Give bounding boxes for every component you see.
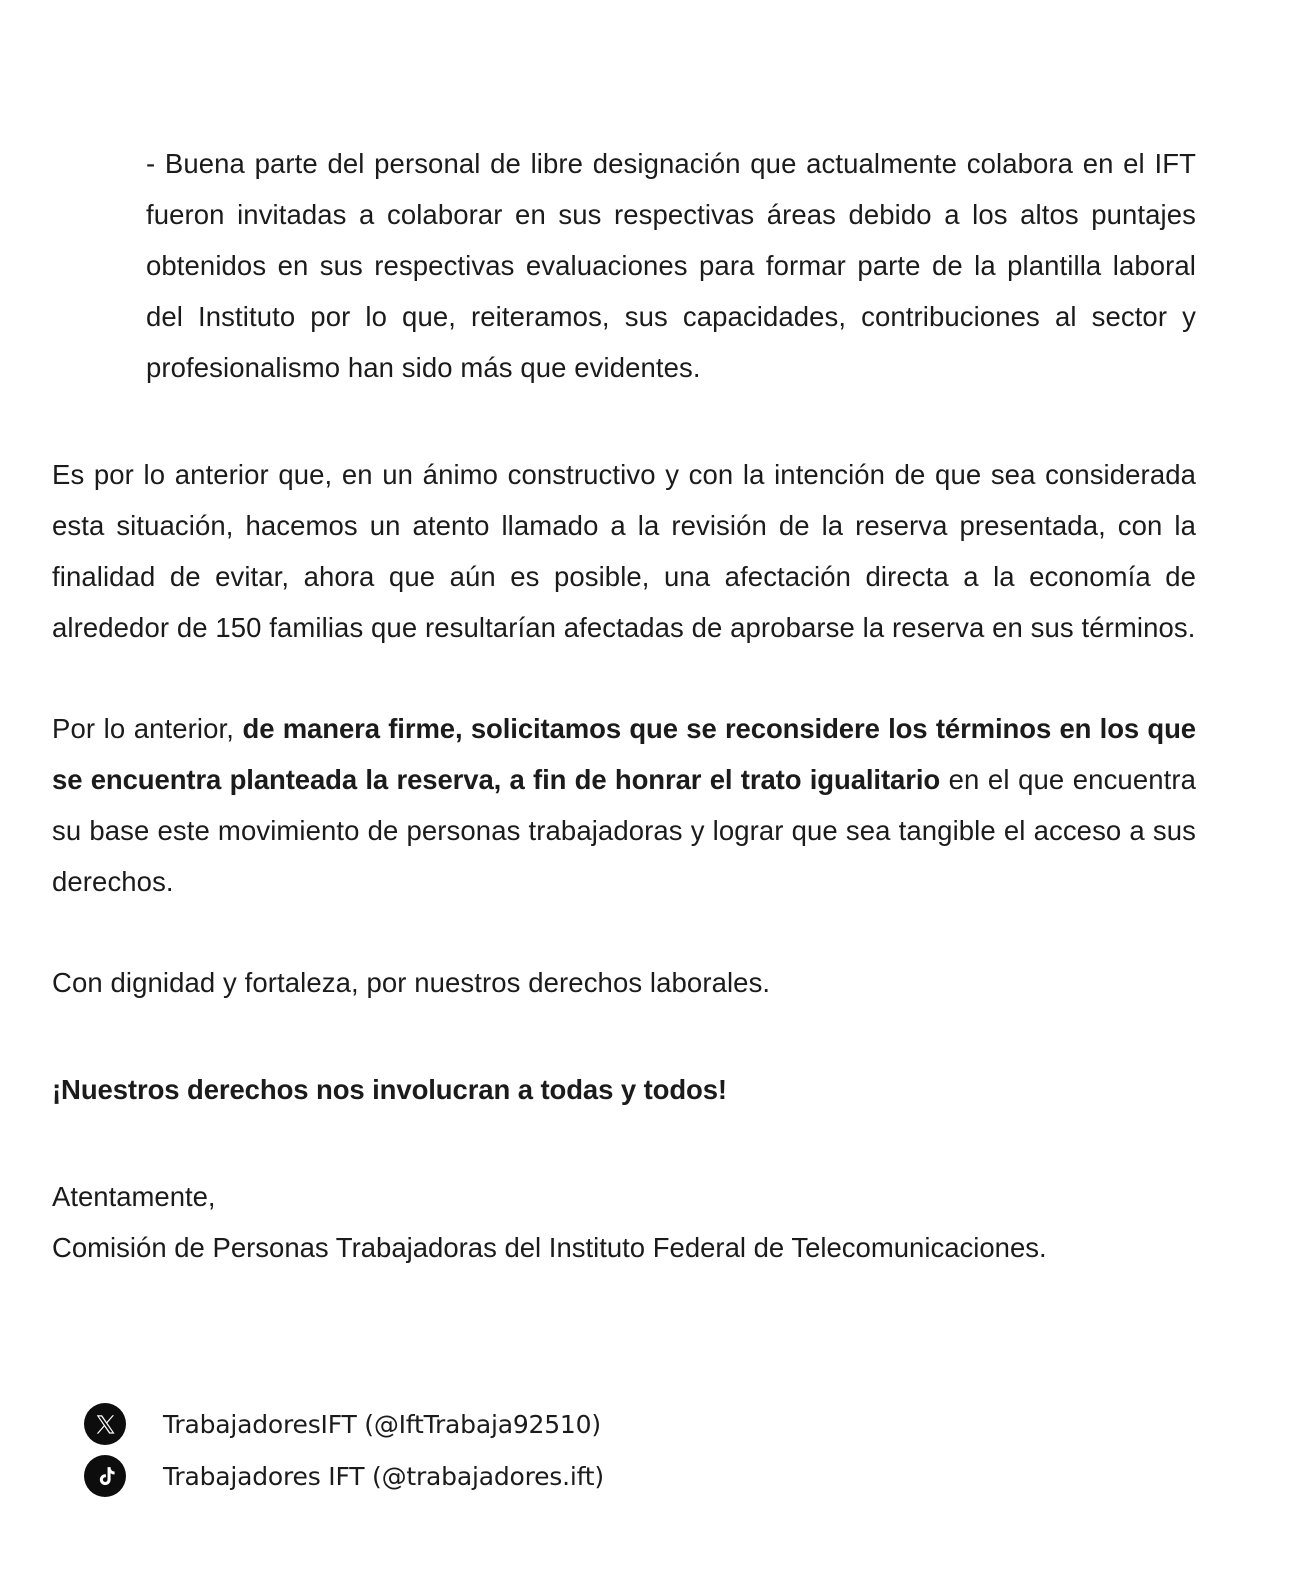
paragraph-bullet-designacion: - Buena parte del personal de libre designación que actualmente colabora en el IFT fueron invitadas a colaborar en sus respectivas áreas debido a los altos puntajes obtenidos en sus respectivas evaluaciones para formar parte de la plantilla laboral del Instituto por lo que, reiteramos, sus capacidades, contribuciones al sector y profesionalismo han sido más que evidentes. [146,148,1196,383]
solicitud-bold-text: de manera firme, solicitamos que se reconsidere los términos en los que se encuentra planteada la reserva, a fin de honrar el trato igualitario [52,713,1196,795]
paragraph-cierre-dignidad: Con dignidad y fortaleza, por nuestros derechos laborales. [52,967,771,998]
social-row-x[interactable] [84,1398,784,1450]
paragraph-spacer [52,1008,1196,1064]
paragraph-spacer [52,393,1196,449]
x-twitter-icon[interactable] [84,1403,126,1445]
signature-salutation: Atentamente, [52,1181,216,1212]
social-row-tiktok[interactable] [84,1450,784,1502]
paragraph-spacer [52,653,1196,703]
paragraph-spacer [52,1115,1196,1171]
document-body [52,138,1196,1273]
paragraph-llamado-revision: Es por lo anterior que, en un ánimo constructivo y con la intención de que sea considerada esta situación, hacemos un atento llamado a la revisión de la reserva presentada, con la finalidad de evitar, ahora que aún es posible, una afectación directa a la economía de alrededor de 150 familias que resultarían afectadas de aprobarse la reserva en sus términos. [52,459,1196,643]
tiktok-icon[interactable] [84,1455,126,1497]
solicitud-prefix-text: Por lo anterior, [52,713,243,744]
social-label-x: TrabajadoresIFT (@IftTrabaja92510) [163,1409,601,1439]
social-label-tiktok: Trabajadores IFT (@trabajadores.ift) [163,1461,604,1491]
solicitud-suffix-text: en el que encuentra su base este movimiento de personas trabajadoras y lograr que sea tangible el acceso a sus derechos. [52,764,1196,897]
social-links [84,1398,784,1502]
signature-organization: Comisión de Personas Trabajadoras del Instituto Federal de Telecomunicaciones. [52,1232,1047,1263]
paragraph-consigna: ¡Nuestros derechos nos involucran a todas y todos! [52,1074,727,1105]
paragraph-solicitud [52,703,1196,907]
paragraph-spacer [52,907,1196,957]
